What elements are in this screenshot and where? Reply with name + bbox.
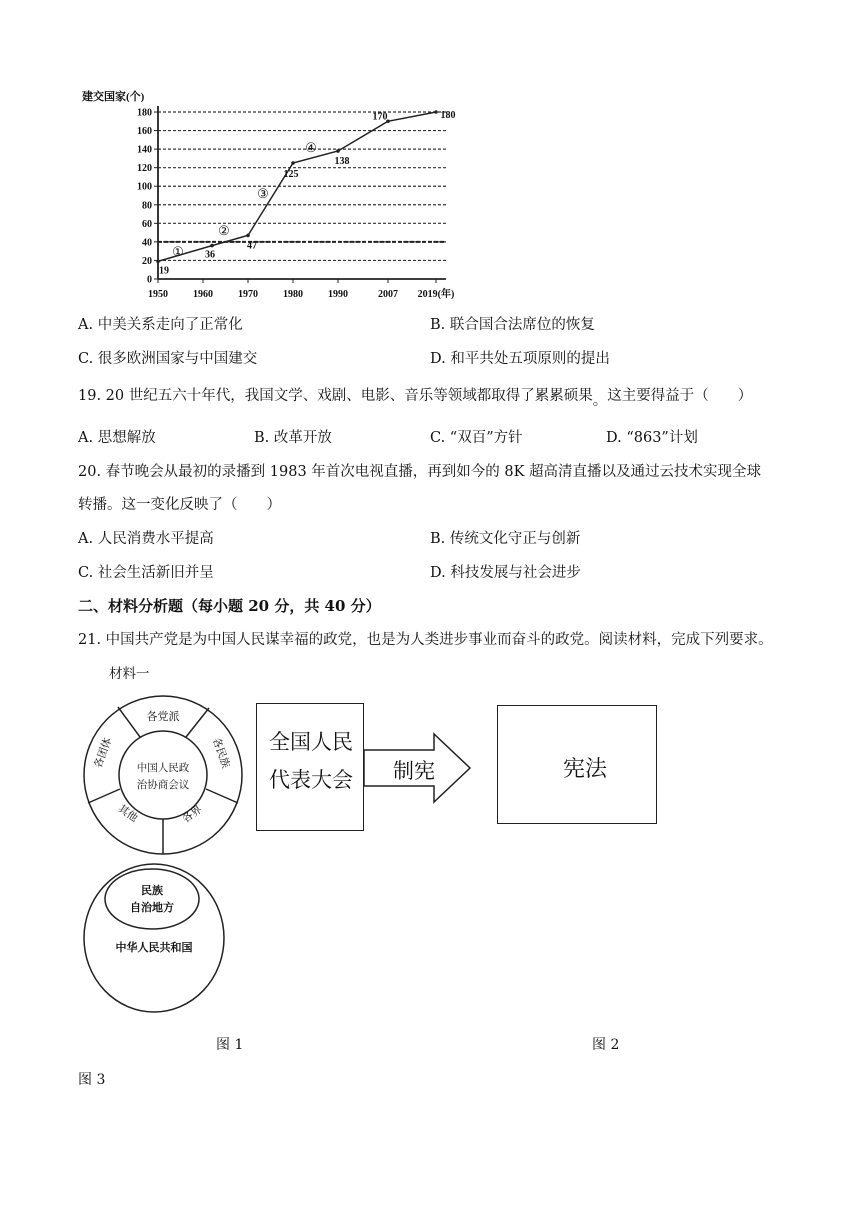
figure1-segment-others: 其他 xyxy=(115,802,140,825)
data-point-2 xyxy=(246,234,250,238)
chart-ylabel: 建交国家(个) xyxy=(82,91,145,103)
x-tick-label-1: 1960 xyxy=(193,289,213,300)
y-tick-label-160: 160 xyxy=(137,126,152,138)
point-label-19: 19 xyxy=(159,265,169,277)
q18-option-c: C. 很多欧洲国家与中国建交 xyxy=(78,351,258,367)
figure1-caption: 图 1 xyxy=(216,1037,244,1053)
data-point-1 xyxy=(210,244,214,248)
chart-axes xyxy=(158,106,446,279)
figure2-arrow-label: 制宪 xyxy=(393,759,435,783)
q19-stem-tail: 这主要得益于（ ） xyxy=(607,388,753,404)
point-label-170: 170 xyxy=(372,111,388,123)
figure1-cppcc-diagram xyxy=(82,694,244,856)
data-point-0 xyxy=(156,260,160,264)
diplomatic-relations-line-chart xyxy=(78,86,478,300)
data-point-4 xyxy=(336,149,340,153)
chart-point-labels xyxy=(159,110,456,276)
figure1-segment-sectors: 各界 xyxy=(180,803,205,826)
q19-option-c: C. “双百”方针 xyxy=(430,430,523,446)
q19-option-a: A. 思想解放 xyxy=(78,430,156,446)
figure3-inner-line2: 自治地方 xyxy=(130,901,174,914)
q19-option-b: B. 改革开放 xyxy=(254,430,332,446)
q21-stem: 21. 中国共产党是为中国人民谋幸福的政党，也是为人类进步事业而奋斗的政党。阅读材料，完成下列要求。 xyxy=(78,632,773,648)
x-tick-label-0: 1950 xyxy=(148,289,168,300)
chart-grid xyxy=(158,112,446,260)
data-point-6 xyxy=(434,110,438,114)
q19-stem-main: 19. 20 世纪五六十年代，我国文学、戏剧、电影、音乐等领域都取得了累累硕果 xyxy=(78,388,593,404)
figure2-caption: 图 2 xyxy=(592,1037,620,1053)
figure1-segment-ethnic-groups: 各民族 xyxy=(209,736,232,770)
q20-option-b: B. 传统文化守正与创新 xyxy=(430,531,581,547)
q18-option-a: A. 中美关系走向了正常化 xyxy=(78,317,243,333)
figure3-inner-line1: 民族 xyxy=(141,884,163,897)
y-tick-label-20: 20 xyxy=(142,255,152,267)
point-label-47: 47 xyxy=(247,240,257,252)
figure1-segment-organizations: 各团体 xyxy=(92,736,115,770)
q19-period: 。 xyxy=(592,393,608,409)
q20-option-a: A. 人民消费水平提高 xyxy=(78,531,214,547)
q20-option-d: D. 科技发展与社会进步 xyxy=(430,565,581,581)
figure1-segment-parties: 各党派 xyxy=(146,710,180,723)
y-tick-label-100: 100 xyxy=(137,181,152,193)
figure1-center-line1: 中国人民政 xyxy=(136,762,190,774)
q18-option-b: B. 联合国合法席位的恢复 xyxy=(430,317,595,333)
y-tick-label-180: 180 xyxy=(137,107,152,119)
q19-option-d: D. “863”计划 xyxy=(606,430,698,446)
annotation-2: ② xyxy=(218,223,230,238)
figure2-npc-box xyxy=(256,703,364,831)
y-tick-label-0: 0 xyxy=(147,274,152,286)
point-label-125: 125 xyxy=(283,169,299,181)
point-label-138: 138 xyxy=(334,155,350,167)
q18-option-d: D. 和平共处五项原则的提出 xyxy=(430,351,610,367)
y-tick-label-120: 120 xyxy=(137,163,152,175)
q20-stem-line2: 转播。这一变化反映了（ ） xyxy=(78,497,281,513)
point-label-180: 180 xyxy=(440,110,456,121)
y-tick-label-60: 60 xyxy=(142,218,152,230)
annotation-4: ④ xyxy=(305,140,317,155)
annotation-3: ③ xyxy=(257,186,269,201)
q19-stem xyxy=(78,384,753,409)
point-label-36: 36 xyxy=(205,249,215,261)
annotation-1: ① xyxy=(172,244,184,259)
q20-stem-line1: 20. 春节晚会从最初的录播到 1983 年首次电视直播，再到如今的 8K 超高清直播以及通过云技术实现全球 xyxy=(78,464,762,480)
x-tick-label-4: 1990 xyxy=(328,289,348,300)
x-tick-label-5: 2007 xyxy=(378,289,398,300)
figure3-outer-label: 中华人民共和国 xyxy=(115,941,193,954)
figure3-inner-ellipse xyxy=(105,869,199,929)
x-tick-label-3: 1980 xyxy=(283,289,303,300)
chart-y-ticks xyxy=(137,108,158,286)
section2-heading: 二、材料分析题（每小题 20 分，共 40 分） xyxy=(78,597,381,615)
y-tick-label-140: 140 xyxy=(137,144,152,156)
q20-option-c: C. 社会生活新旧并呈 xyxy=(78,565,214,581)
x-tick-label-2: 1970 xyxy=(238,289,258,300)
q21-material-label: 材料一 xyxy=(109,666,150,682)
figure2-constitution-label: 宪法 xyxy=(563,757,608,782)
y-tick-label-40: 40 xyxy=(142,237,152,249)
figure2-npc-line2: 代表大会 xyxy=(269,768,353,792)
figure2-npc-line1: 全国人民 xyxy=(269,730,353,754)
chart-x-ticks xyxy=(148,279,454,300)
data-point-3 xyxy=(291,161,295,165)
figure3-caption: 图 3 xyxy=(78,1072,106,1088)
figure3-autonomy-diagram xyxy=(82,862,226,1014)
y-tick-label-80: 80 xyxy=(142,200,152,212)
figure2-constitution-box xyxy=(497,705,657,824)
figure1-center-line2: 治协商会议 xyxy=(136,779,190,791)
x-tick-label-6: 2019(年) xyxy=(417,289,455,300)
